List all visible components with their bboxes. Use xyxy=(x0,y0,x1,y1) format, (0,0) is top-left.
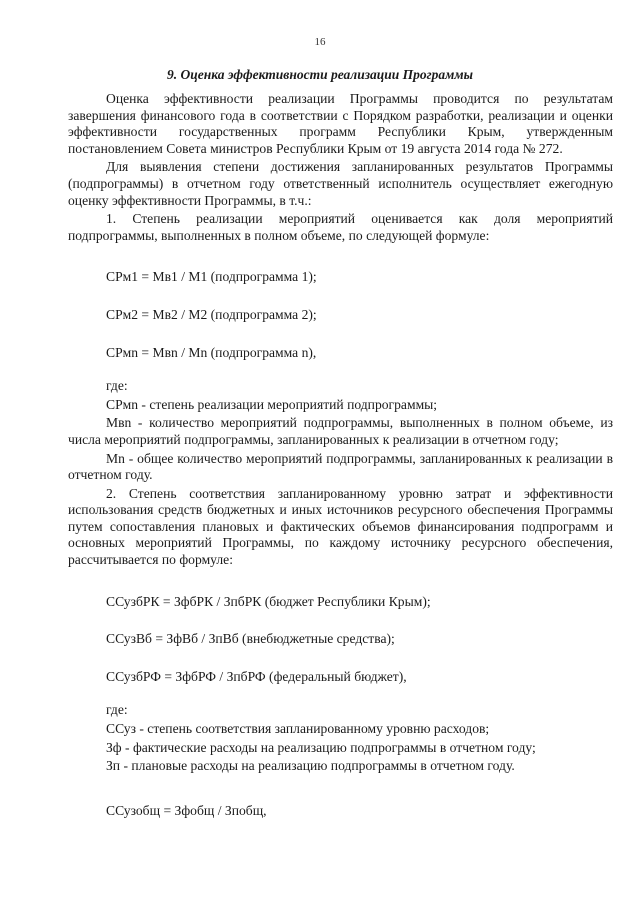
page-number: 16 xyxy=(314,36,326,48)
paragraph-measure: Для выявления степени достижения запланированных результатов Программы (подпрограммы) в отчетном году ответственный исполнитель осуществляет ежегодную оценку эффективности Программы, в т.ч.: xyxy=(68,159,613,208)
definition-zf: Зф - фактические расходы на реализацию подпрограммы в отчетном году; xyxy=(106,739,536,755)
where-label-1: где: xyxy=(106,378,128,394)
formula-ssuz-total: ССузобщ = Зфобщ / Зпобщ, xyxy=(106,802,267,818)
where-label-2: где: xyxy=(106,702,128,718)
formula-ssuz-rk: ССузбРК = ЗфбРК / ЗпбРК (бюджет Республики Крым); xyxy=(106,593,431,609)
formula-ssuz-vb: ССузВб = ЗфВб / ЗпВб (внебюджетные средства); xyxy=(106,631,395,647)
paragraph-item-2: 2. Степень соответствия запланированному уровню затрат и эффективности использования средств бюджетных и иных источников ресурсного обеспечения Программы путем сопоставления плановых и фактических объемов финансирования подпрограмм и основных мероприятий Программы, по каждому источнику ресурсного обеспечения, рассчитывается по формуле: xyxy=(68,485,613,568)
paragraph-intro: Оценка эффективности реализации Программы проводится по результатам завершения финансового года в соответствии с Порядком разработки, реализации и оценки эффективности государственных программ Республики Крым, утвержденным постановлением Совета министров Республики Крым от 19 августа 2014 года № 272. xyxy=(68,91,613,156)
paragraph-item-1: 1. Степень реализации мероприятий оценивается как доля мероприятий подпрограммы, выполненных в полном объеме, по следующей формуле: xyxy=(68,211,613,243)
definition-mvn: Мвn - количество мероприятий подпрограммы, выполненных в полном объеме, из числа мероприятий подпрограммы, запланированных к реализации в отчетном году; xyxy=(68,415,613,447)
definition-ssuz: ССуз - степень соответствия запланированному уровню расходов; xyxy=(106,721,490,737)
formula-srm-1: СРм1 = Мв1 / М1 (подпрограмма 1); xyxy=(106,269,317,285)
document-body xyxy=(68,91,613,819)
formula-srm-2: СРм2 = Мв2 / М2 (подпрограмма 2); xyxy=(106,306,317,322)
formula-srm-n: СРмn = Мвn / Мn (подпрограмма n), xyxy=(106,344,317,360)
section-title: 9. Оценка эффективности реализации Программы xyxy=(167,67,473,82)
definition-mn: Мn - общее количество мероприятий подпрограммы, запланированных к реализации в отчетном году. xyxy=(68,450,613,483)
definition-zp: Зп - плановые расходы на реализацию подпрограммы в отчетном году. xyxy=(106,758,515,774)
definition-srm: СРмn - степень реализации мероприятий подпрограммы; xyxy=(106,396,438,412)
formula-ssuz-rf: ССузбРФ = ЗфбРФ / ЗпбРФ (федеральный бюджет), xyxy=(106,668,407,684)
